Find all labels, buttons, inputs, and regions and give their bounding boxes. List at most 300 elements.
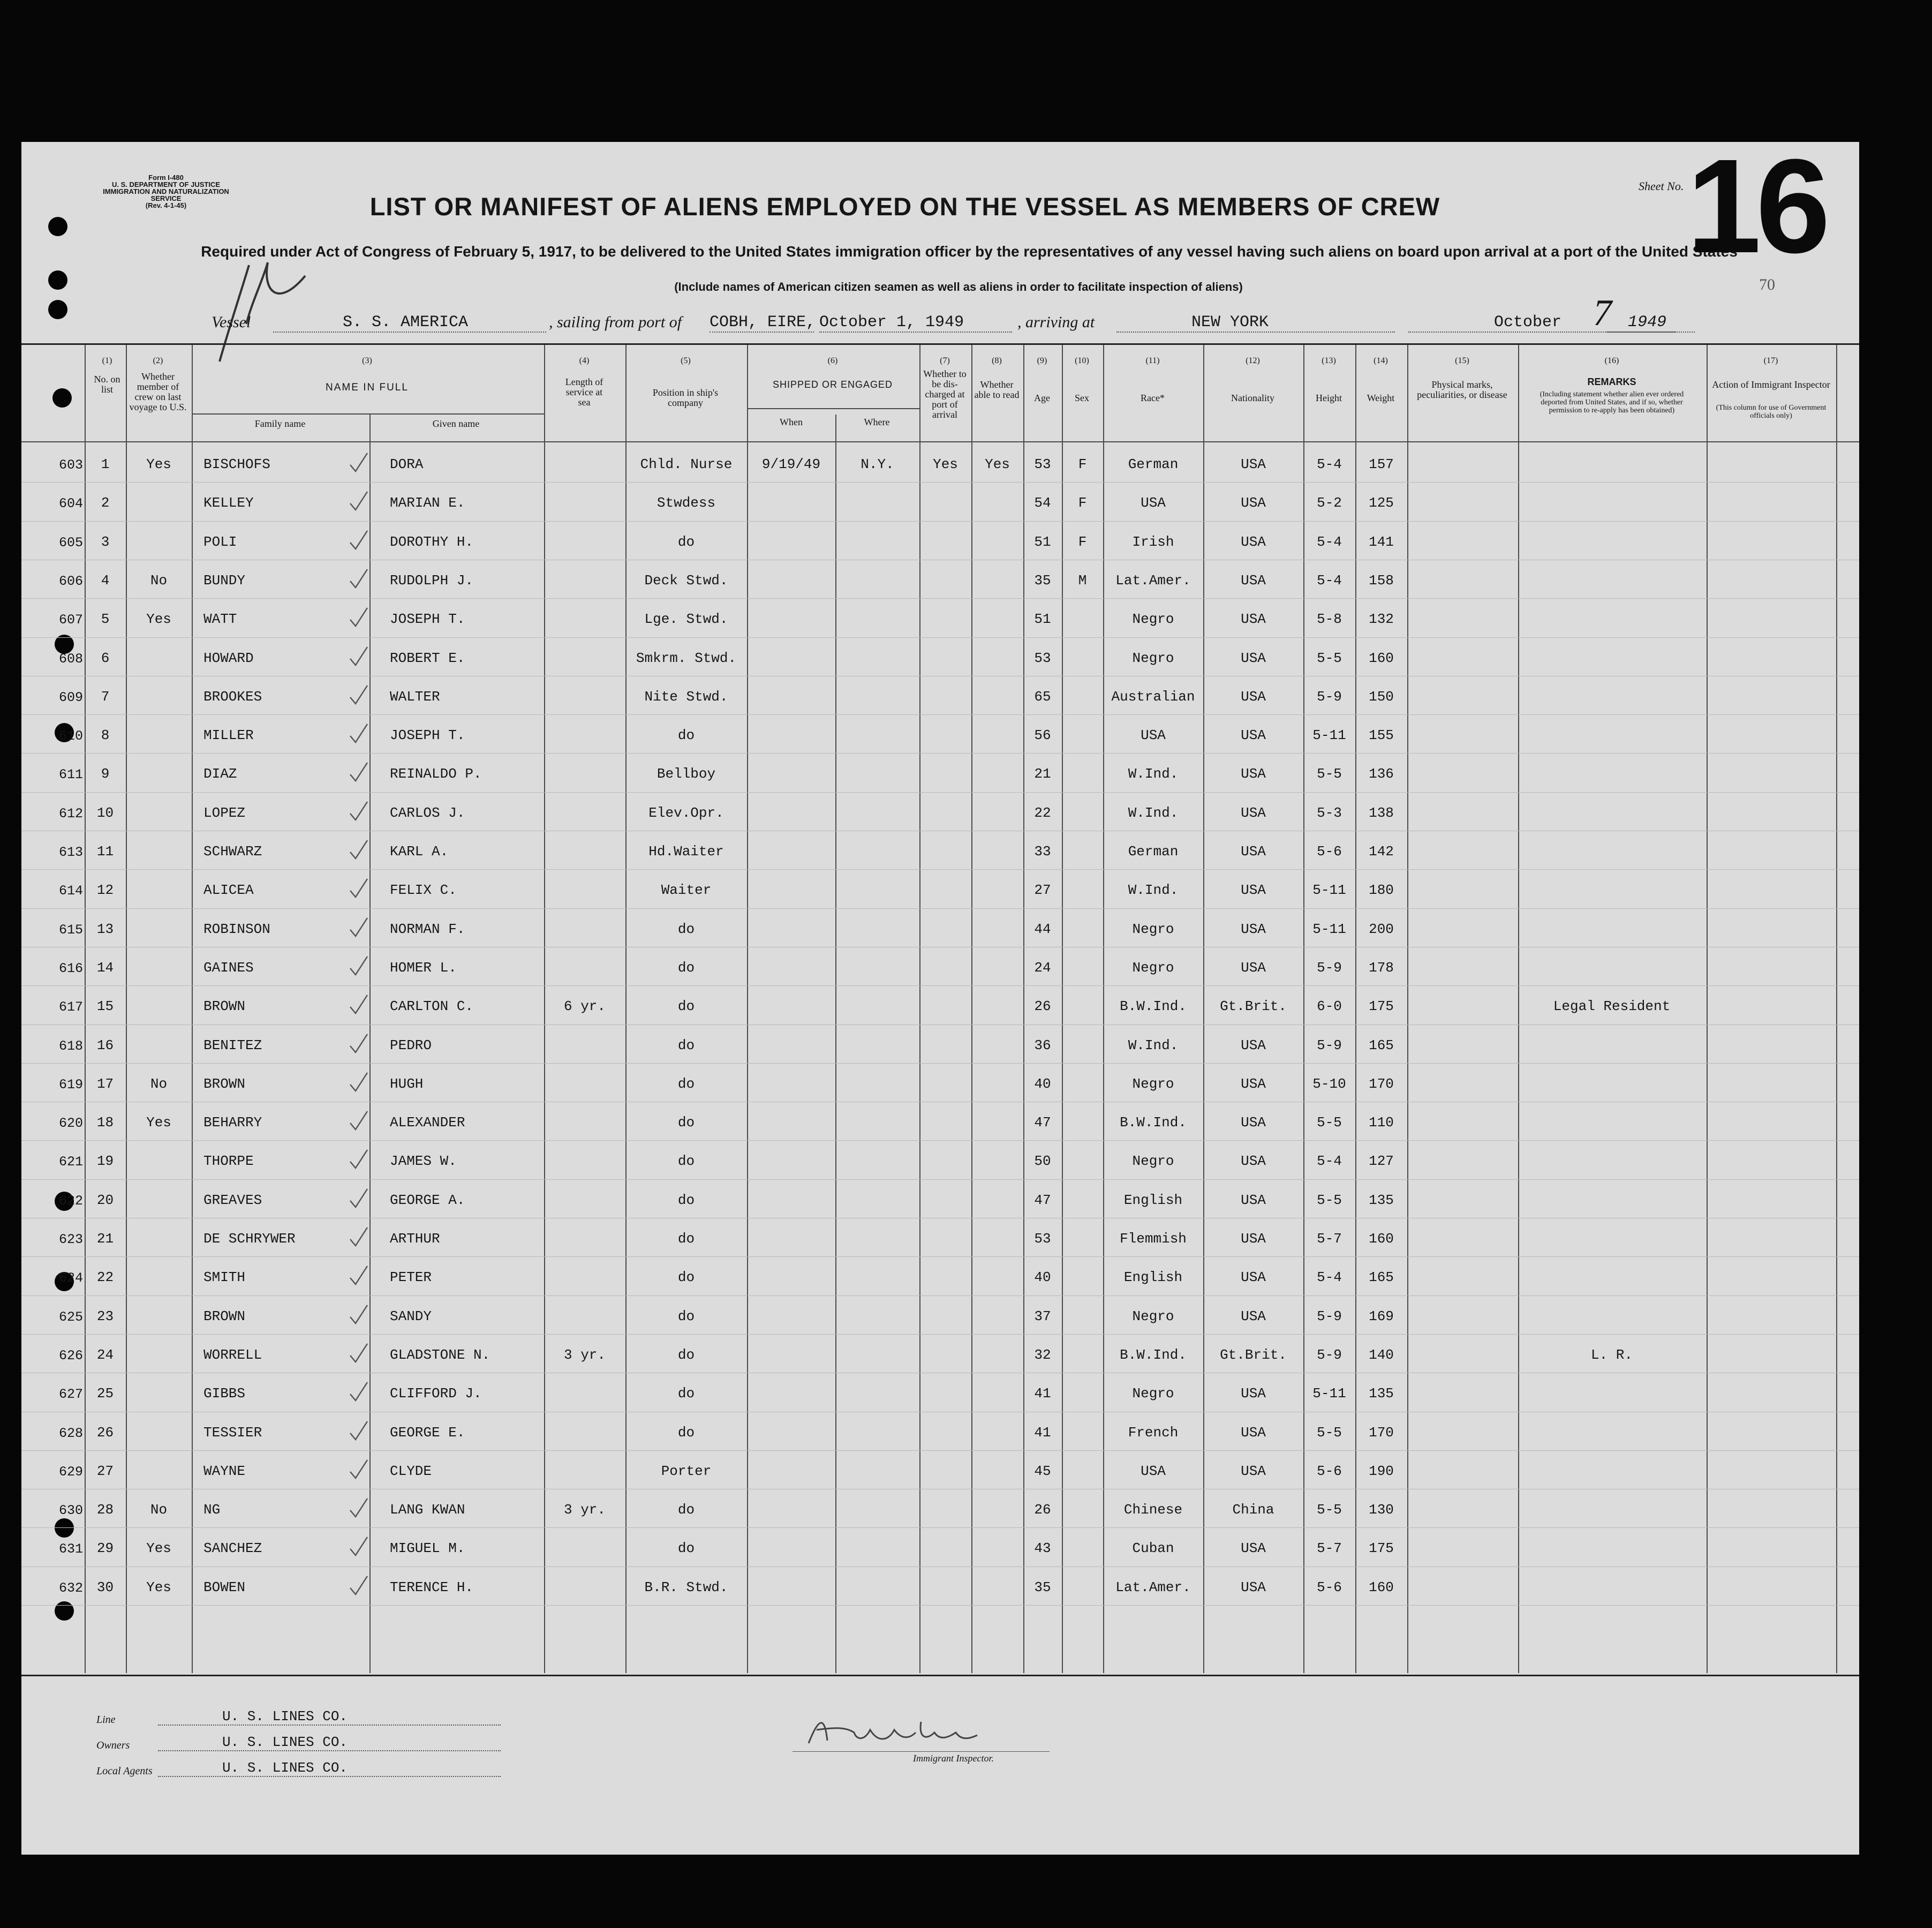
col17-header: Action of Immigrant Inspector — [1712, 379, 1830, 390]
arrival-year: 1949 — [1606, 313, 1695, 333]
cell-nationality: USA — [1241, 1424, 1266, 1441]
cell-height: 5-6 — [1317, 844, 1342, 860]
cell-given: CLIFFORD J. — [390, 1385, 482, 1402]
col15-header: Physical marks, peculiarities, or disease — [1417, 379, 1507, 400]
cell-weight: 160 — [1369, 1231, 1394, 1247]
cell-no: 20 — [96, 1192, 114, 1208]
cell-age: 56 — [1034, 727, 1051, 744]
vessel-name: S. S. AMERICA — [273, 313, 546, 333]
cell-no: 10 — [96, 804, 114, 821]
cell-position: do — [677, 727, 695, 744]
stamp-number: 70 — [1759, 276, 1775, 293]
table-row — [21, 1027, 1859, 1065]
cell-age: 37 — [1034, 1308, 1051, 1324]
cell-position: do — [677, 1308, 695, 1324]
col5-number: (5) — [681, 356, 691, 365]
col3-given-header: Given name — [432, 418, 480, 429]
cell-position: Nite Stwd. — [644, 688, 728, 705]
cell-family: WATT — [203, 611, 237, 628]
punch-hole — [48, 270, 67, 290]
cell-height: 5-11 — [1312, 727, 1346, 744]
cell-no: 15 — [96, 998, 114, 1015]
cell-no: 22 — [96, 1269, 114, 1286]
line-number: 630 — [58, 1503, 83, 1519]
cell-weight: 175 — [1369, 1540, 1394, 1557]
cell-height: 5-7 — [1317, 1231, 1342, 1247]
cell-family: POLI — [203, 533, 237, 550]
cell-given: RUDOLPH J. — [390, 572, 474, 589]
line-number: 626 — [58, 1347, 83, 1364]
cell-prev: Yes — [146, 611, 171, 628]
cell-height: 5-9 — [1317, 1308, 1342, 1324]
table-row — [21, 1336, 1859, 1375]
cell-family: ALICEA — [203, 882, 254, 899]
check-mark-icon — [348, 954, 368, 976]
cell-height: 5-4 — [1317, 1153, 1342, 1170]
page-subnote: (Include names of American citizen seamen as well as aliens in order to facilitate inspection of aliens) — [674, 280, 1243, 293]
col17-subheader: (This column for use of Government officials only) — [1716, 404, 1827, 420]
line-value: U. S. LINES CO. — [158, 1708, 501, 1726]
cell-given: NORMAN F. — [390, 921, 465, 937]
check-mark-icon — [348, 1264, 368, 1285]
table-row — [21, 871, 1859, 910]
cell-weight: 135 — [1369, 1385, 1394, 1402]
crew-table — [21, 343, 1859, 1839]
check-mark-icon — [348, 451, 368, 472]
cell-family: TESSIER — [203, 1424, 262, 1441]
check-mark-icon — [348, 1225, 368, 1247]
col10-number: (10) — [1075, 356, 1089, 365]
inspector-label: Immigrant Inspector. — [913, 1753, 994, 1764]
line-number: 624 — [58, 1270, 83, 1286]
cell-height: 5-2 — [1317, 495, 1342, 511]
col7-header: Whether to be dis-charged at port of arrival — [923, 368, 967, 420]
table-row — [21, 600, 1859, 639]
cell-weight: 110 — [1369, 1114, 1394, 1131]
cell-weight: 178 — [1369, 959, 1394, 976]
cell-given: WALTER — [390, 688, 440, 705]
col3-family-header: Family name — [254, 418, 306, 429]
vessel-label: Vessel — [212, 313, 251, 331]
cell-race: W.Ind. — [1128, 882, 1179, 899]
col12-header: Nationality — [1231, 393, 1274, 403]
line-number: 609 — [58, 689, 83, 705]
cell-no: 30 — [96, 1579, 114, 1595]
cell-no: 12 — [96, 882, 114, 899]
cell-nationality: USA — [1241, 766, 1266, 782]
cell-given: ALEXANDER — [390, 1114, 465, 1131]
line-number: 608 — [58, 651, 83, 667]
cell-race: W.Ind. — [1128, 804, 1179, 821]
cell-nationality: Gt.Brit. — [1220, 1346, 1287, 1363]
line-number: 619 — [58, 1076, 83, 1093]
cell-family: KELLEY — [203, 495, 254, 511]
cell-given: CLYDE — [390, 1463, 432, 1479]
cell-given: FELIX C. — [390, 882, 457, 899]
cell-age: 35 — [1034, 1579, 1051, 1595]
owners-label: Owners — [96, 1739, 130, 1751]
table-row — [21, 833, 1859, 871]
check-mark-icon — [348, 1148, 368, 1169]
cell-sex: F — [1078, 456, 1087, 472]
cell-age: 36 — [1034, 1037, 1051, 1053]
cell-age: 22 — [1034, 804, 1051, 821]
cell-no: 1 — [101, 456, 110, 472]
table-row — [21, 949, 1859, 988]
cell-family: BROWN — [203, 1308, 246, 1324]
line-number: 606 — [58, 573, 83, 589]
cell-weight: 150 — [1369, 688, 1394, 705]
cell-given: TERENCE H. — [390, 1579, 474, 1595]
check-mark-icon — [348, 1187, 368, 1208]
cell-height: 5-5 — [1317, 766, 1342, 782]
cell-no: 27 — [96, 1463, 114, 1479]
check-mark-icon — [348, 722, 368, 743]
cell-race: English — [1123, 1192, 1183, 1208]
cell-race: B.W.Ind. — [1120, 1114, 1187, 1131]
cell-age: 40 — [1034, 1269, 1051, 1286]
cell-nationality: USA — [1241, 1269, 1266, 1286]
cell-race: Cuban — [1132, 1540, 1174, 1557]
cell-position: do — [677, 1114, 695, 1131]
cell-given: GEORGE A. — [390, 1192, 465, 1208]
cell-no: 4 — [101, 572, 110, 589]
cell-no: 18 — [96, 1114, 114, 1131]
cell-height: 5-9 — [1317, 688, 1342, 705]
cell-given: GLADSTONE N. — [390, 1346, 490, 1363]
cell-weight: 130 — [1369, 1502, 1394, 1518]
cell-remarks: L. R. — [1590, 1346, 1633, 1363]
col6-number: (6) — [827, 356, 838, 365]
cell-given: SANDY — [390, 1308, 432, 1324]
cell-no: 17 — [96, 1075, 114, 1092]
cell-position: Deck Stwd. — [644, 572, 728, 589]
line-number: 623 — [58, 1232, 83, 1247]
cell-prev: No — [150, 572, 168, 589]
cell-no: 14 — [96, 959, 114, 976]
col1-header: No. on list — [94, 374, 120, 395]
line-number: 620 — [58, 1116, 83, 1132]
cell-age: 40 — [1034, 1075, 1051, 1092]
cell-age: 47 — [1034, 1114, 1051, 1131]
cell-family: DE SCHRYWER — [203, 1231, 296, 1247]
form-identifier — [96, 174, 236, 209]
cell-family: SMITH — [203, 1269, 246, 1286]
cell-no: 29 — [96, 1540, 114, 1557]
cell-given: MARIAN E. — [390, 495, 465, 511]
cell-age: 51 — [1034, 611, 1051, 628]
cell-given: GEORGE E. — [390, 1424, 465, 1441]
form-number: Form I-480 — [148, 174, 184, 182]
table-row — [21, 910, 1859, 949]
cell-weight: 136 — [1369, 766, 1394, 782]
cell-position: do — [677, 1502, 695, 1518]
cell-height: 5-5 — [1317, 1502, 1342, 1518]
cell-weight: 160 — [1369, 650, 1394, 666]
cell-no: 11 — [96, 844, 114, 860]
cell-race: Negro — [1132, 1153, 1174, 1170]
col2-number: (2) — [153, 356, 163, 365]
cell-nationality: USA — [1241, 1308, 1266, 1324]
departure-port: COBH, EIRE, — [710, 313, 816, 332]
col11-number: (11) — [1145, 356, 1160, 365]
col13-number: (13) — [1322, 356, 1336, 365]
cell-given: DORA — [390, 456, 424, 472]
table-row — [21, 988, 1859, 1026]
cell-height: 5-8 — [1317, 611, 1342, 628]
cell-discharged: Yes — [933, 456, 958, 472]
col6-where-header: Where — [864, 417, 890, 427]
check-mark-icon — [348, 1458, 368, 1479]
cell-nationality: USA — [1241, 1463, 1266, 1479]
cell-position: B.R. Stwd. — [644, 1579, 728, 1595]
cell-given: PEDRO — [390, 1037, 432, 1053]
cell-height: 5-5 — [1317, 1114, 1342, 1131]
cell-race: Negro — [1132, 611, 1174, 628]
cell-age: 44 — [1034, 921, 1051, 937]
line-label: Line — [96, 1714, 116, 1726]
cell-no: 28 — [96, 1502, 114, 1518]
cell-given: HUGH — [390, 1075, 424, 1092]
table-row — [21, 1104, 1859, 1142]
cell-age: 65 — [1034, 688, 1051, 705]
cell-family: BISCHOFS — [203, 456, 270, 472]
cell-family: MILLER — [203, 727, 254, 744]
manifest-sheet — [21, 142, 1859, 1855]
table-row — [21, 794, 1859, 833]
line-number: 632 — [58, 1580, 83, 1596]
cell-age: 51 — [1034, 533, 1051, 550]
table-row — [21, 1259, 1859, 1297]
cell-race: B.W.Ind. — [1120, 998, 1187, 1015]
col11-header: Race* — [1141, 393, 1165, 403]
line-number: 618 — [58, 1038, 83, 1054]
cell-no: 6 — [101, 650, 110, 666]
check-mark-icon — [348, 1032, 368, 1053]
cell-no: 19 — [96, 1153, 114, 1170]
cell-race: Chinese — [1123, 1502, 1183, 1518]
cell-nationality: USA — [1241, 1153, 1266, 1170]
agents-value: U. S. LINES CO. — [158, 1760, 501, 1777]
cell-position: do — [677, 1037, 695, 1053]
cell-weight: 170 — [1369, 1424, 1394, 1441]
col2-header: Whether member of crew on last voyage to U.S. — [129, 371, 187, 412]
cell-age: 53 — [1034, 650, 1051, 666]
table-row — [21, 1491, 1859, 1530]
cell-sex: F — [1078, 533, 1087, 550]
check-mark-icon — [348, 645, 368, 666]
line-number: 625 — [58, 1309, 83, 1325]
col5-header: Position in ship's company — [652, 387, 719, 408]
cell-height: 5-11 — [1312, 1385, 1346, 1402]
cell-weight: 132 — [1369, 611, 1394, 628]
agency-name: U. S. DEPARTMENT OF JUSTICE — [112, 180, 220, 189]
col16-header: REMARKS — [1587, 376, 1636, 387]
line-number: 604 — [58, 496, 83, 512]
cell-height: 5-10 — [1312, 1075, 1346, 1092]
cell-race: W.Ind. — [1128, 766, 1179, 782]
cell-prev: Yes — [146, 1114, 171, 1131]
cell-nationality: USA — [1241, 1037, 1266, 1053]
cell-family: BENITEZ — [203, 1037, 262, 1053]
cell-nationality: USA — [1241, 882, 1266, 899]
col8-number: (8) — [992, 356, 1002, 365]
cell-race: USA — [1141, 1463, 1166, 1479]
col10-header: Sex — [1075, 393, 1089, 403]
col9-header: Age — [1034, 393, 1050, 403]
check-mark-icon — [348, 1574, 368, 1595]
cell-given: JAMES W. — [390, 1153, 457, 1170]
cell-age: 43 — [1034, 1540, 1051, 1557]
table-row — [21, 755, 1859, 794]
cell-family: GREAVES — [203, 1192, 262, 1208]
departure-date: October 1, 1949 — [819, 313, 1012, 333]
inspector-signature — [803, 1711, 985, 1754]
cell-no: 8 — [101, 727, 110, 744]
col14-number: (14) — [1373, 356, 1388, 365]
cell-nationality: USA — [1241, 533, 1266, 550]
cell-race: Irish — [1132, 533, 1174, 550]
cell-race: Negro — [1132, 650, 1174, 666]
cell-height: 5-4 — [1317, 456, 1342, 472]
cell-height: 5-6 — [1317, 1463, 1342, 1479]
table-row — [21, 1569, 1859, 1607]
table-row — [21, 1065, 1859, 1104]
arrival-month: October — [1408, 313, 1676, 333]
cell-position: Smkrm. Stwd. — [636, 650, 737, 666]
cell-race: W.Ind. — [1128, 1037, 1179, 1053]
line-number: 616 — [58, 960, 83, 976]
owners-value: U. S. LINES CO. — [158, 1734, 501, 1751]
check-mark-icon — [348, 1535, 368, 1556]
cell-family: BEHARRY — [203, 1114, 262, 1131]
cell-age: 47 — [1034, 1192, 1051, 1208]
col16-subheader: (Including statement whether alien ever ordered deported from United States, and if so, whether permission to re-apply has been obtained) — [1539, 390, 1684, 415]
cell-given: HOMER L. — [390, 959, 457, 976]
cell-height: 5-11 — [1312, 921, 1346, 937]
cell-nationality: Gt.Brit. — [1220, 998, 1287, 1015]
cell-height: 6-0 — [1317, 998, 1342, 1015]
cell-no: 3 — [101, 533, 110, 550]
check-mark-icon — [348, 529, 368, 550]
table-row — [21, 1181, 1859, 1220]
line-number: 613 — [58, 845, 83, 860]
cell-family: THORPE — [203, 1153, 254, 1170]
cell-given: DOROTHY H. — [390, 533, 474, 550]
cell-weight: 142 — [1369, 844, 1394, 860]
cell-position: Elev.Opr. — [648, 804, 724, 821]
cell-given: LANG KWAN — [390, 1502, 465, 1518]
cell-weight: 170 — [1369, 1075, 1394, 1092]
arriving-label: , arriving at — [1017, 313, 1095, 331]
cell-given: REINALDO P. — [390, 766, 482, 782]
cell-sex: F — [1078, 495, 1087, 511]
cell-position: do — [677, 1075, 695, 1092]
cell-prev: No — [150, 1075, 168, 1092]
cell-family: GAINES — [203, 959, 254, 976]
cell-nationality: USA — [1241, 1231, 1266, 1247]
line-number: 614 — [58, 883, 83, 899]
cell-prev: No — [150, 1502, 168, 1518]
cell-height: 5-9 — [1317, 959, 1342, 976]
check-mark-icon — [348, 800, 368, 821]
cell-position: do — [677, 921, 695, 937]
cell-weight: 175 — [1369, 998, 1394, 1015]
cell-race: USA — [1141, 495, 1166, 511]
check-mark-icon — [348, 489, 368, 511]
cell-when: 9/19/49 — [761, 456, 821, 472]
cell-given: ROBERT E. — [390, 650, 465, 666]
cell-race: USA — [1141, 727, 1166, 744]
cell-given: CARLOS J. — [390, 804, 465, 821]
cell-nationality: USA — [1241, 688, 1266, 705]
check-mark-icon — [348, 916, 368, 937]
cell-no: 7 — [101, 688, 110, 705]
cell-sex: M — [1078, 572, 1087, 589]
cell-age: 27 — [1034, 882, 1051, 899]
cell-race: Negro — [1132, 1385, 1174, 1402]
cell-service: 3 yr. — [563, 1346, 606, 1363]
arrival-port: NEW YORK — [1116, 313, 1395, 333]
line-number: 603 — [58, 457, 83, 473]
cell-nationality: USA — [1241, 456, 1266, 472]
footer-divider — [21, 1675, 1859, 1676]
cell-age: 32 — [1034, 1346, 1051, 1363]
col1-number: (1) — [102, 356, 112, 365]
cell-no: 5 — [101, 611, 110, 628]
cell-height: 5-3 — [1317, 804, 1342, 821]
cell-race: Negro — [1132, 1308, 1174, 1324]
cell-age: 21 — [1034, 766, 1051, 782]
cell-weight: 138 — [1369, 804, 1394, 821]
subheader-divider — [192, 413, 544, 415]
cell-nationality: USA — [1241, 1075, 1266, 1092]
cell-height: 5-5 — [1317, 1192, 1342, 1208]
col13-header: Height — [1316, 393, 1342, 403]
cell-family: WAYNE — [203, 1463, 246, 1479]
cell-nationality: USA — [1241, 727, 1266, 744]
table-row — [21, 639, 1859, 678]
col8-header: Whether able to read — [974, 379, 1020, 400]
cell-weight: 190 — [1369, 1463, 1394, 1479]
vessel-line — [21, 292, 1859, 335]
col4-number: (4) — [579, 356, 590, 365]
cell-family: LOPEZ — [203, 804, 246, 821]
cell-weight: 180 — [1369, 882, 1394, 899]
cell-age: 41 — [1034, 1385, 1051, 1402]
cell-given: JOSEPH T. — [390, 727, 465, 744]
cell-no: 23 — [96, 1308, 114, 1324]
cell-age: 50 — [1034, 1153, 1051, 1170]
cell-position: do — [677, 1153, 695, 1170]
check-mark-icon — [348, 993, 368, 1014]
cell-race: German — [1128, 456, 1179, 472]
punch-hole — [48, 217, 67, 236]
line-number: 607 — [58, 612, 83, 628]
cell-weight: 165 — [1369, 1037, 1394, 1053]
cell-race: Negro — [1132, 921, 1174, 937]
cell-family: HOWARD — [203, 650, 254, 666]
line-number: 629 — [58, 1464, 83, 1480]
check-mark-icon — [348, 606, 368, 627]
line-number: 611 — [58, 767, 83, 783]
service-name: IMMIGRATION AND NATURALIZATION SERVICE — [103, 187, 229, 202]
cell-given: PETER — [390, 1269, 432, 1286]
table-row — [21, 1452, 1859, 1491]
check-mark-icon — [348, 1109, 368, 1131]
cell-service: 6 yr. — [563, 998, 606, 1015]
cell-age: 24 — [1034, 959, 1051, 976]
